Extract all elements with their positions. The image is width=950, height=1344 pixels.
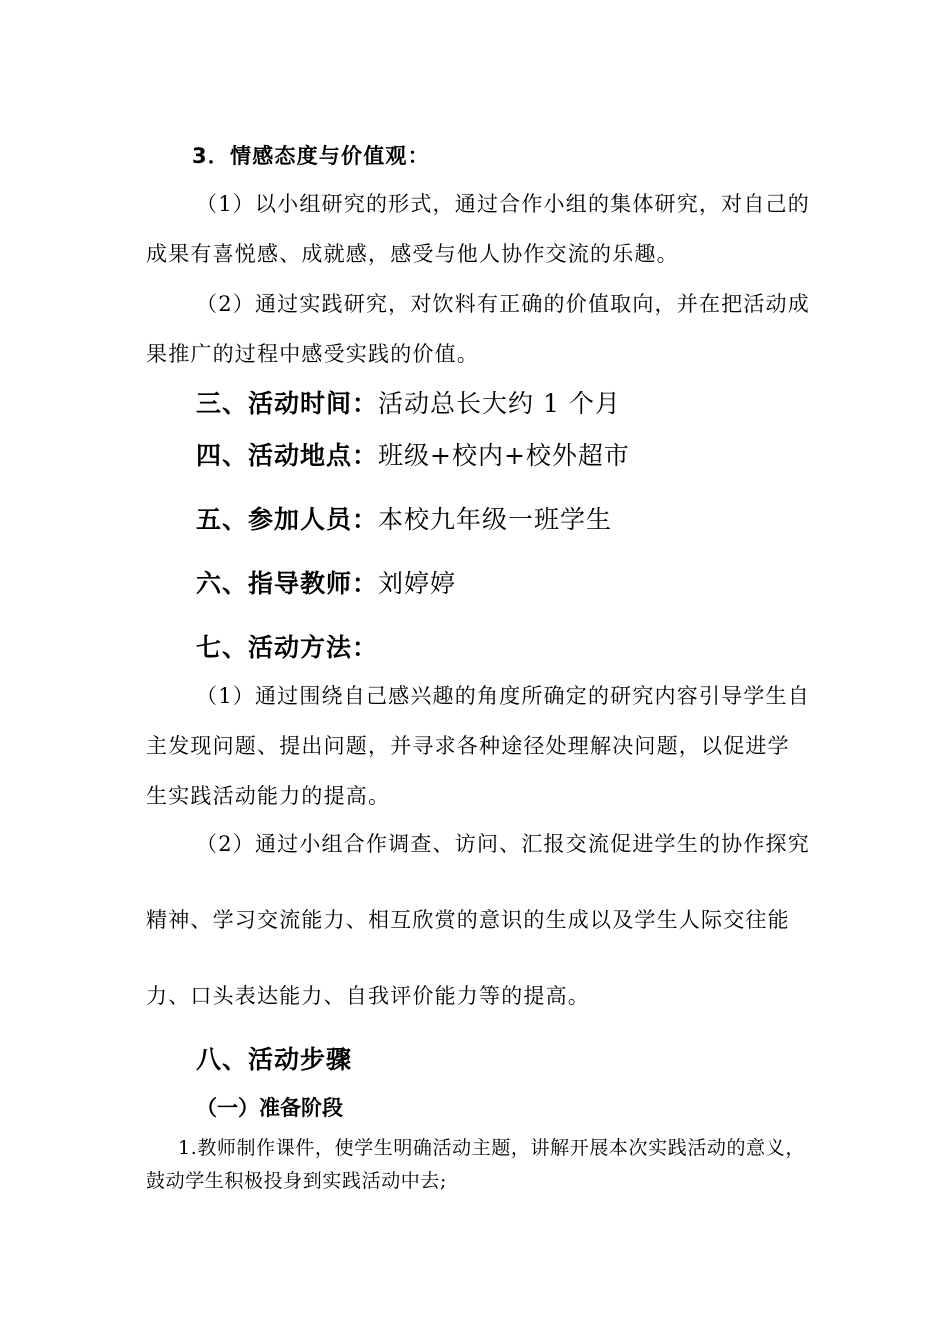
teacher-label: 六、指导教师： xyxy=(196,569,379,598)
paragraph-line: （2）通过实践研究，对饮料有正确的价值取向，并在把活动成 xyxy=(196,292,810,316)
section-heading-emotion: 3．情感态度与价值观： xyxy=(192,144,430,168)
paragraph-line: 果推广的过程中感受实践的价值。 xyxy=(146,342,479,366)
activity-time-label: 三、活动时间： xyxy=(196,389,379,418)
paragraph-line: 主发现问题、提出问题，并寻求各种途径处理解决问题，以促进学 xyxy=(146,734,790,758)
list-item-line: 鼓动学生积极投身到实践活动中去; xyxy=(146,1170,448,1192)
participants-line xyxy=(196,500,612,536)
paragraph-line: 力、口头表达能力、自我评价能力等的提高。 xyxy=(146,984,590,1008)
activity-place-line xyxy=(196,436,630,472)
method-heading: 七、活动方法： xyxy=(196,633,379,662)
steps-heading: 八、活动步骤 xyxy=(196,1045,353,1074)
paragraph-line: 成果有喜悦感、成就感，感受与他人协作交流的乐趣。 xyxy=(146,242,679,266)
participants-value: 本校九年级一班学生 xyxy=(378,505,613,534)
activity-time-value: 活动总长大约 1 个月 xyxy=(378,389,621,418)
activity-place-value: 班级+校内+校外超市 xyxy=(378,441,630,470)
paragraph-line: 生实践活动能力的提高。 xyxy=(146,784,391,808)
activity-place-label: 四、活动地点： xyxy=(196,441,379,470)
teacher-line xyxy=(196,564,456,600)
paragraph-line: 精神、学习交流能力、相互欣赏的意识的生成以及学生人际交往能 xyxy=(146,908,790,932)
participants-label: 五、参加人员： xyxy=(196,505,379,534)
paragraph-line: （1）通过围绕自己感兴趣的角度所确定的研究内容引导学生自 xyxy=(196,684,810,708)
paragraph-line: （2）通过小组合作调查、访问、汇报交流促进学生的协作探究 xyxy=(196,832,810,856)
list-item-line: 1.教师制作课件，使学生明确活动主题，讲解开展本次实践活动的意义， xyxy=(178,1137,805,1159)
stage-heading: （一）准备阶段 xyxy=(196,1096,343,1120)
teacher-value: 刘婷婷 xyxy=(378,569,457,598)
paragraph-line: （1）以小组研究的形式，通过合作小组的集体研究，对自己的 xyxy=(196,192,810,216)
activity-time-line xyxy=(196,384,621,420)
